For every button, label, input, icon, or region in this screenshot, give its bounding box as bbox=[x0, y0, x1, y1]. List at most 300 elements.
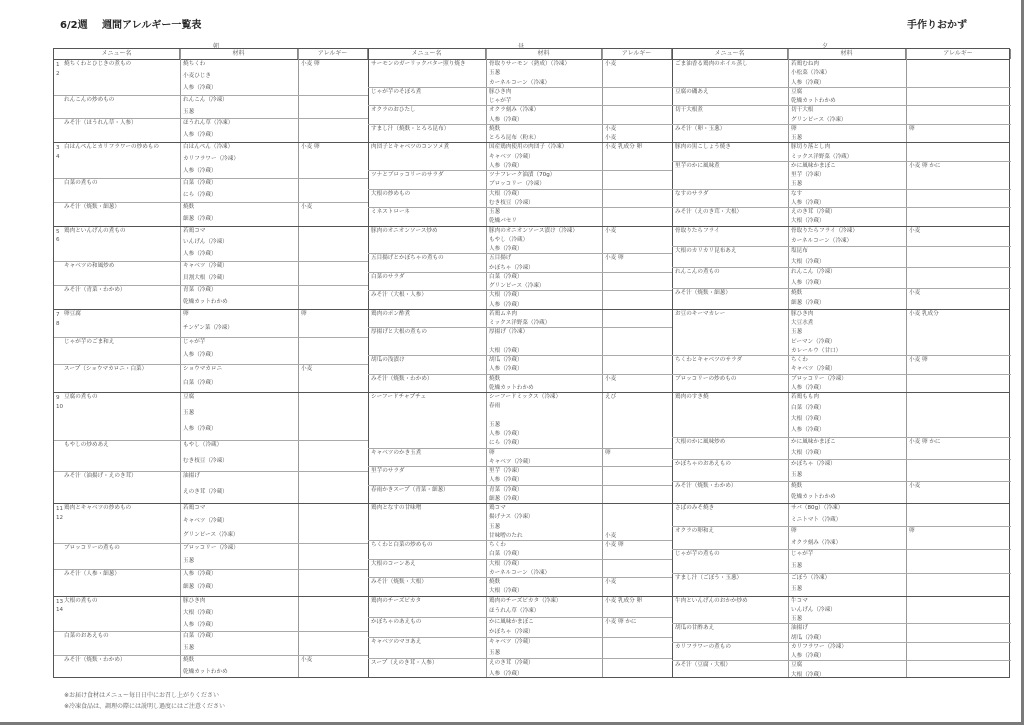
material-item: ちくわ bbox=[489, 542, 506, 549]
allergy-item: 小麦 bbox=[605, 375, 617, 382]
page-title: 週間アレルギー一覧表 bbox=[102, 20, 202, 31]
menu-name: れんこんの炒めもの bbox=[64, 96, 115, 103]
material-item: ミックス洋野菜（冷蔵） bbox=[791, 153, 853, 160]
material-item: 玉葱 bbox=[791, 586, 803, 593]
menu-name: ちくわと白菜の炒めもの bbox=[371, 542, 433, 549]
material-item: 玉葱 bbox=[489, 209, 501, 216]
material-item: サバ（80g）（冷凍） bbox=[791, 505, 844, 512]
material-item: 細葱（冷蔵） bbox=[489, 495, 523, 502]
material-item: れんこん（冷凍） bbox=[183, 96, 228, 103]
material-item: チンゲン菜（冷凍） bbox=[183, 324, 233, 331]
material-item: 里芋（冷凍） bbox=[791, 172, 825, 179]
material-item: 骨取りたらフライ（冷凍） bbox=[791, 227, 858, 234]
allergy-item: えび bbox=[605, 394, 617, 401]
material-item: にら（冷蔵） bbox=[489, 440, 523, 447]
material-item: 白菜（冷蔵） bbox=[489, 551, 523, 558]
material-item: 乾燥カットわかめ bbox=[183, 669, 228, 676]
allergy-item: 小麦 bbox=[605, 227, 617, 234]
material-item: 玉葱 bbox=[183, 645, 195, 652]
material-item: 青菜（冷蔵） bbox=[183, 287, 217, 294]
menu-name: みそ汁（焼麩・細葱） bbox=[64, 203, 120, 210]
material-item: 人参（冷蔵） bbox=[791, 79, 825, 86]
material-item: いんげん（冷凍） bbox=[791, 606, 836, 613]
menu-name: じゃが芋のそぼろ煮 bbox=[371, 88, 422, 95]
material-item: 乾燥カットわかめ bbox=[791, 98, 836, 104]
material-item: 人参（冷蔵） bbox=[791, 384, 825, 391]
material-item: えのき茸（冷蔵） bbox=[183, 489, 228, 496]
menu-name: かぼちゃのおあえもの bbox=[675, 460, 731, 467]
material-item: 人参（冷蔵） bbox=[489, 366, 523, 373]
menu-name: キャベツのマヨあえ bbox=[371, 639, 422, 646]
material-item: ツナフレーク油漬（70g） bbox=[489, 172, 556, 179]
allergy-item: 小麦 bbox=[301, 657, 313, 664]
material-item: 人参（冷蔵） bbox=[183, 168, 217, 175]
material-item: 大根（冷蔵） bbox=[791, 258, 825, 265]
material-item: 若鶏もも肉 bbox=[791, 394, 819, 401]
menu-name: 鶏肉といんげんの煮もの bbox=[64, 227, 126, 234]
menu-name: オクラのおひたし bbox=[371, 107, 416, 114]
menu-name: 里芋のかに風味煮 bbox=[675, 162, 720, 169]
material-item: キャベツ（冷蔵） bbox=[791, 366, 836, 373]
menu-name: 五目揚げとかぼちゃの煮もの bbox=[371, 255, 444, 262]
material-item: 玉葱 bbox=[489, 523, 501, 530]
material-item: 細葱（冷蔵） bbox=[791, 300, 825, 307]
material-item: 白菜（冷蔵） bbox=[489, 273, 523, 280]
material-item: 貝割大根（冷蔵） bbox=[183, 275, 228, 282]
material-item: 玉葱 bbox=[791, 471, 803, 478]
allergy-item: 小麦 卵 かに bbox=[605, 618, 637, 625]
material-item: 焼麩 bbox=[183, 657, 195, 664]
material-item: 豚ひき肉 bbox=[183, 597, 206, 604]
menu-name: サーモンのガーリックバター照り焼き bbox=[371, 61, 466, 67]
allergy-table bbox=[53, 48, 1010, 678]
day-marker: 9 10 bbox=[56, 395, 64, 410]
material-item: 小松菜（冷凍） bbox=[791, 70, 831, 77]
material-item: 人参（冷蔵） bbox=[791, 653, 825, 660]
material-item: じゃが芋 bbox=[489, 98, 512, 104]
menu-name: 鶏肉のポン酢煮 bbox=[371, 310, 411, 317]
menu-name: みそ汁（焼麩・細葱） bbox=[675, 290, 731, 297]
material-item: 人参（冷蔵） bbox=[183, 425, 217, 432]
menu-name: みそ汁（油揚げ・えのき茸） bbox=[64, 473, 137, 480]
material-item: 焼麩 bbox=[791, 290, 803, 297]
column-header: 材料 bbox=[486, 49, 602, 59]
menu-name: みそ汁（ほうれん草・人参） bbox=[64, 120, 137, 127]
allergy-item: 小麦 bbox=[909, 482, 921, 489]
material-item: 人参（冷蔵） bbox=[183, 84, 217, 91]
material-item: かぼちゃ（冷凍） bbox=[791, 460, 836, 467]
allergy-item: 卵 bbox=[909, 528, 915, 535]
menu-name: 胡瓜の甘酢あえ bbox=[675, 625, 715, 632]
material-item: 細葱（冷蔵） bbox=[183, 584, 217, 591]
menu-name: 大根の炒めもの bbox=[371, 190, 411, 197]
material-item: 焼麩 bbox=[791, 482, 803, 489]
allergy-item: 小麦 卵 bbox=[301, 61, 320, 67]
meal-lunch: 昼 bbox=[518, 43, 525, 50]
material-item: グリンピース（冷凍） bbox=[791, 116, 847, 123]
material-item: ブロッコリー（冷凍） bbox=[489, 181, 545, 188]
material-item: 人参（冷蔵） bbox=[183, 621, 217, 628]
material-item: ほうれん草（冷凍） bbox=[489, 608, 540, 615]
material-item: 白菜（冷蔵） bbox=[183, 633, 217, 640]
material-item: 白菜（冷蔵） bbox=[183, 179, 217, 186]
menu-name: 大根の煮もの bbox=[64, 597, 98, 604]
material-item: もやし（冷蔵） bbox=[183, 441, 223, 448]
menu-name: 肉団子とキャベツのコンソメ煮 bbox=[371, 144, 450, 151]
menu-name: キャベツの和風炒め bbox=[64, 263, 115, 270]
material-item: じゃが芋 bbox=[791, 551, 814, 558]
menu-name: 厚揚げと大根の煮もの bbox=[371, 329, 427, 336]
menu-name: 切干大根煮 bbox=[675, 107, 703, 114]
material-item: 乾燥カットわかめ bbox=[791, 494, 836, 501]
material-item: かぼちゃ（冷凍） bbox=[489, 628, 534, 635]
material-item: ほうれん草（冷凍） bbox=[183, 120, 234, 127]
day-marker: 13 14 bbox=[56, 598, 64, 614]
material-item: 豚肉のオニオンソース漬け（冷凍） bbox=[489, 227, 578, 234]
material-item: 小麦ひじき bbox=[183, 72, 211, 79]
allergy-item: 卵 bbox=[909, 125, 915, 132]
material-item: 乾燥カットわかめ bbox=[489, 384, 534, 391]
material-item: 卵 bbox=[791, 125, 797, 132]
column-header: アレルギー bbox=[602, 49, 672, 59]
column-header: 材料 bbox=[180, 49, 298, 59]
day-marker: 7 8 bbox=[56, 311, 60, 327]
allergy-item: 小麦 bbox=[909, 227, 921, 234]
menu-name: 豆腐の煮もの bbox=[64, 394, 98, 401]
column-header: アレルギー bbox=[906, 49, 1011, 59]
allergy-item: 小麦 乳成分 bbox=[909, 310, 939, 317]
menu-name: ミネストローネ bbox=[371, 209, 410, 216]
menu-name: みそ汁（焼麩・わかめ） bbox=[675, 482, 737, 489]
material-item: 大根（冷蔵） bbox=[489, 190, 523, 197]
material-item: 豆腐 bbox=[791, 88, 803, 95]
menu-name: 白菜の煮もの bbox=[64, 179, 98, 186]
footer-note-2: ※冷凍食品は、調理の際には説明し過度にはご注意ください bbox=[64, 703, 226, 710]
menu-name: みそ汁（焼麩・わかめ） bbox=[64, 657, 126, 664]
material-item: 玉葱 bbox=[489, 70, 501, 77]
material-item: 大根（冷蔵） bbox=[489, 347, 523, 354]
material-item: 里芋（冷凍） bbox=[489, 468, 523, 475]
material-item: 玉葱 bbox=[791, 563, 803, 569]
day-marker: 3 4 bbox=[56, 145, 60, 160]
material-item: 玉葱 bbox=[489, 421, 501, 428]
allergy-item: 小麦 bbox=[605, 125, 617, 132]
menu-name: ツナとブロッコリーのサラダ bbox=[371, 172, 444, 179]
material-item: 玉葱 bbox=[183, 558, 195, 565]
menu-name: 牛肉といんげんのおかか炒め bbox=[675, 597, 748, 604]
day-marker: 5 6 bbox=[56, 228, 60, 244]
menu-name: みそ汁（豆腐・大根） bbox=[675, 662, 731, 669]
menu-name: お豆のキーマカレー bbox=[675, 310, 726, 317]
allergy-item: 小麦 卵 かに bbox=[909, 438, 941, 445]
material-item: 玉葱 bbox=[183, 108, 195, 115]
material-item: 油揚げ bbox=[183, 473, 200, 480]
allergy-item: 小麦 乳成分 卵 bbox=[605, 144, 643, 151]
material-item: 人参（冷蔵） bbox=[183, 571, 217, 578]
menu-name: 春雨かきスープ（青菜・細葱） bbox=[371, 486, 449, 493]
material-item: 人参（冷蔵） bbox=[791, 427, 825, 434]
material-item: 玉葱 bbox=[791, 181, 803, 188]
material-item: 白菜（冷蔵） bbox=[791, 405, 825, 412]
material-item: 鶏肉のチーズピカタ（冷凍） bbox=[489, 597, 562, 604]
menu-name: みそ汁（大根・人参） bbox=[371, 292, 427, 299]
menu-name: みそ汁（えのき茸・大根） bbox=[675, 209, 743, 216]
menu-name: じゃが芋の煮もの bbox=[675, 551, 720, 558]
material-item: 白はんぺん（冷凍） bbox=[183, 144, 234, 151]
material-item: 厚揚げ（冷凍） bbox=[489, 329, 529, 336]
menu-name: 白はんぺんとカリフラワーの炒めもの bbox=[64, 144, 159, 151]
material-item: シーフードミックス（冷凍） bbox=[489, 394, 562, 401]
material-item: 切干大根 bbox=[791, 107, 814, 114]
material-item: 牛コマ bbox=[791, 597, 808, 604]
material-item: 玉葱 bbox=[791, 135, 803, 142]
allergy-item: 小麦 bbox=[605, 532, 617, 539]
material-item: 乾燥パセリ bbox=[489, 218, 517, 225]
menu-name: かぼちゃのあえもの bbox=[371, 618, 422, 625]
material-item: 人参（冷蔵） bbox=[489, 301, 523, 308]
material-item: 人参（冷蔵） bbox=[183, 352, 217, 359]
material-item: かぼちゃ（冷凍） bbox=[489, 264, 534, 271]
allergy-item: 卵 bbox=[301, 310, 307, 317]
material-item: ブロッコリー（冷凍） bbox=[791, 375, 847, 382]
material-item: 鶏コマ bbox=[489, 505, 506, 512]
menu-name: すまし汁（ごぼう・玉葱） bbox=[675, 574, 743, 581]
material-item: ミニトマト（冷蔵） bbox=[791, 516, 842, 523]
menu-name: ごま油香る鶏肉のホイル蒸し bbox=[675, 61, 748, 67]
material-item: 豚ひき肉 bbox=[791, 310, 814, 317]
day-marker: 1 2 bbox=[56, 62, 60, 77]
material-item: とろろ昆布（粉末） bbox=[489, 135, 540, 142]
material-item: えのき茸（冷蔵） bbox=[791, 209, 836, 216]
material-item: 大根（冷蔵） bbox=[183, 609, 217, 616]
allergy-item: 卵 bbox=[605, 449, 611, 456]
material-item: にら（冷蔵） bbox=[183, 191, 217, 198]
material-item: 焼麩 bbox=[489, 375, 501, 382]
menu-name: もやしの炒めあえ bbox=[64, 441, 109, 448]
menu-name: みそ汁（焼麩・大根） bbox=[371, 579, 427, 586]
material-item: 豆腐 bbox=[183, 394, 195, 401]
material-item: ごぼう（冷凍） bbox=[791, 574, 831, 581]
meal-dinner: 夕 bbox=[822, 43, 829, 50]
material-item: 人参（冷蔵） bbox=[489, 162, 523, 169]
material-item: 焼麩 bbox=[489, 125, 501, 132]
material-item: 大根（冷蔵） bbox=[489, 588, 523, 595]
material-item: カレールウ（甘口） bbox=[791, 347, 842, 354]
material-item: 豚ひき肉 bbox=[489, 88, 512, 95]
menu-name: キャベツのかき玉煮 bbox=[371, 449, 422, 456]
allergy-item: 小麦 卵 かに bbox=[909, 162, 941, 169]
material-item: 細葱（冷蔵） bbox=[183, 215, 217, 222]
material-item: 人参（冷蔵） bbox=[183, 251, 217, 258]
menu-name: 豚肉のオニオンソース炒め bbox=[371, 227, 438, 234]
material-item: 人参（冷蔵） bbox=[183, 132, 217, 139]
material-item: むき枝豆（冷凍） bbox=[183, 457, 228, 464]
column-header: メニュー名 bbox=[672, 49, 788, 59]
material-item: 豚切り落とし肉 bbox=[791, 144, 831, 151]
material-item: 人参（冷蔵） bbox=[791, 279, 825, 286]
material-item: キャベツ（冷蔵） bbox=[489, 458, 534, 465]
menu-name: カリフラワーの煮もの bbox=[675, 643, 731, 650]
menu-name: 里芋のサラダ bbox=[371, 468, 405, 475]
material-item: もやし（冷蔵） bbox=[489, 236, 529, 243]
week-date: 6/2週 bbox=[60, 20, 88, 31]
menu-name: 胡瓜の浅漬け bbox=[371, 357, 405, 364]
allergy-item: 小麦 bbox=[605, 579, 617, 586]
material-item: ショウマカロニ bbox=[183, 366, 223, 373]
menu-name: れんこんの煮もの bbox=[675, 269, 720, 276]
material-item: キャベツ（冷蔵） bbox=[489, 153, 534, 160]
material-item: カリフラワー（冷凍） bbox=[183, 156, 239, 163]
material-item: 若鶏ムネ肉 bbox=[489, 310, 517, 317]
allergy-item: 小麦 bbox=[605, 135, 617, 142]
material-item: キャベツ（冷蔵） bbox=[183, 518, 228, 525]
material-item: 大根（冷蔵） bbox=[489, 560, 523, 567]
material-item: 人参（冷蔵） bbox=[489, 477, 523, 484]
material-item: 五目揚げ bbox=[489, 255, 512, 262]
menu-name: 焼ちくわとひじきの煮もの bbox=[64, 61, 132, 67]
menu-name: スープ（えのき茸・人参） bbox=[371, 660, 438, 667]
menu-name: スープ（ショウマカロニ・白菜） bbox=[64, 366, 148, 373]
material-item: カーネルコーン（冷凍） bbox=[489, 569, 551, 576]
menu-name: 大根のカリカリ昆布あえ bbox=[675, 248, 737, 255]
menu-name: 大根のかに風味炒め bbox=[675, 438, 726, 445]
menu-name: 鶏肉とキャベツの炒めもの bbox=[64, 505, 132, 512]
column-header: メニュー名 bbox=[54, 49, 180, 59]
material-item: カリフラワー（冷凍） bbox=[791, 643, 847, 650]
material-item: 人参（冷蔵） bbox=[791, 199, 825, 206]
day-marker: 11 12 bbox=[56, 506, 64, 521]
material-item: 若鶏コマ bbox=[183, 505, 206, 512]
material-item: 人参（冷蔵） bbox=[489, 246, 523, 253]
allergy-item: 小麦 卵 bbox=[909, 357, 928, 364]
material-item: なす bbox=[791, 190, 803, 197]
menu-name: 大根のコーンあえ bbox=[371, 560, 416, 567]
material-item: じゃが芋 bbox=[183, 338, 206, 345]
material-item: グリンピース（冷凍） bbox=[183, 531, 239, 538]
allergy-item: 小麦 卵 bbox=[605, 542, 624, 549]
menu-name: 鶏肉となすの甘味噌 bbox=[371, 505, 422, 512]
material-item: 焼麩 bbox=[489, 579, 501, 586]
material-item: 揚げナス（冷凍） bbox=[489, 514, 534, 521]
material-item: 乾燥カットわかめ bbox=[183, 298, 228, 305]
menu-name: ブロッコリーの煮もの bbox=[64, 544, 120, 551]
material-item: ピーマン（冷蔵） bbox=[791, 338, 836, 345]
menu-name: 白菜のサラダ bbox=[371, 273, 405, 280]
material-item: 胡瓜（冷蔵） bbox=[489, 357, 523, 364]
menu-name: みそ汁（焼麩・わかめ） bbox=[371, 375, 433, 382]
material-item: 若鶏むね肉 bbox=[791, 61, 819, 67]
material-item: オクラ刻み（冷凍） bbox=[489, 107, 540, 114]
material-item: れんこん（冷凍） bbox=[791, 269, 836, 276]
material-item: 胡瓜（冷蔵） bbox=[791, 634, 825, 641]
material-item: 玉葱 bbox=[791, 329, 803, 336]
material-item: かに風味かまぼこ bbox=[791, 162, 836, 169]
menu-name: 豆腐の磯あえ bbox=[675, 88, 709, 95]
column-header: アレルギー bbox=[298, 49, 368, 59]
material-item: 玉葱 bbox=[489, 649, 501, 656]
material-item: 若鶏コマ bbox=[183, 227, 206, 234]
material-item: カーネルコーン（冷凍） bbox=[489, 79, 551, 86]
material-item: 塩昆布 bbox=[791, 248, 808, 255]
menu-name: 豚肉の黒こしょう焼き bbox=[675, 144, 731, 151]
material-item: 人参（冷蔵） bbox=[489, 670, 523, 677]
material-item: ブロッコリー（冷凍） bbox=[183, 544, 239, 551]
material-item: 骨取りサーモン（熟成）（冷凍） bbox=[489, 61, 571, 67]
material-item: 焼麩 bbox=[183, 203, 195, 210]
menu-name: 卵豆腐 bbox=[64, 310, 81, 317]
allergy-item: 小麦 卵 bbox=[301, 144, 320, 151]
material-item: 焼ちくわ bbox=[183, 61, 206, 67]
material-item: ミックス洋野菜（冷蔵） bbox=[489, 320, 551, 327]
material-item: 玉葱 bbox=[791, 616, 803, 623]
menu-name: ブロッコリーの炒めもの bbox=[675, 375, 737, 382]
material-item: 春雨 bbox=[489, 403, 501, 410]
menu-name: みそ汁（人参・細葱） bbox=[64, 571, 120, 578]
material-item: 卵 bbox=[183, 310, 189, 317]
material-item: 青菜（冷蔵） bbox=[489, 486, 523, 493]
allergy-item: 小麦 乳成分 卵 bbox=[605, 597, 643, 604]
material-item: 国産鶏肉使用の肉団子（冷凍） bbox=[489, 144, 568, 151]
material-item: えのき茸（冷蔵） bbox=[489, 660, 534, 667]
menu-name: なすのサラダ bbox=[675, 190, 709, 197]
menu-name: ちくわとキャベツのサラダ bbox=[675, 357, 743, 364]
menu-name: 骨取りたらフライ bbox=[675, 227, 720, 234]
material-item: 大根（冷蔵） bbox=[489, 292, 523, 299]
footer-note-1: ※お届け食材はメニュー毎日日中にお召し上がりください bbox=[64, 692, 220, 699]
material-item: 豆腐 bbox=[791, 662, 803, 669]
material-item: 大根（冷蔵） bbox=[791, 449, 825, 456]
allergy-item: 小麦 bbox=[605, 61, 617, 67]
column-header: 材料 bbox=[788, 49, 906, 59]
menu-name: みそ汁（青菜・わかめ） bbox=[64, 287, 126, 294]
allergy-item: 小麦 bbox=[301, 366, 313, 373]
meal-breakfast: 朝 bbox=[213, 43, 220, 50]
material-item: 大根（冷蔵） bbox=[791, 416, 825, 423]
material-item: むき枝豆（冷凍） bbox=[489, 199, 534, 206]
material-item: ちくわ bbox=[791, 357, 808, 364]
menu-name: さばのみそ焼き bbox=[675, 505, 715, 512]
menu-name: オクラの卵和え bbox=[675, 528, 715, 535]
material-item: 大根（冷蔵） bbox=[791, 218, 825, 225]
material-item: いんげん（冷凍） bbox=[183, 239, 228, 246]
material-item: 人参（冷蔵） bbox=[489, 116, 523, 123]
category-label: 手作りおかず bbox=[907, 20, 967, 31]
material-item: 玉葱 bbox=[183, 409, 195, 416]
material-item: オクラ刻み（冷凍） bbox=[791, 539, 842, 546]
material-item: 白菜（冷蔵） bbox=[183, 380, 217, 387]
menu-name: 鶏肉のすき焼 bbox=[675, 394, 709, 401]
material-item: グリンピース（冷凍） bbox=[489, 283, 545, 290]
material-item: 卵 bbox=[489, 449, 495, 456]
material-item: 大根（冷蔵） bbox=[791, 671, 825, 678]
menu-name: じゃが芋のごま和え bbox=[64, 338, 115, 345]
menu-name: 鶏肉のチーズピカタ bbox=[371, 597, 422, 604]
menu-name: 白菜のおあえもの bbox=[64, 633, 109, 640]
material-item: かに風味かまぼこ bbox=[489, 618, 534, 625]
allergy-item: 小麦 bbox=[909, 290, 921, 297]
material-item: 油揚げ bbox=[791, 625, 808, 632]
column-header: メニュー名 bbox=[368, 49, 486, 59]
allergy-item: 小麦 卵 bbox=[605, 255, 624, 262]
material-item: 人参（冷蔵） bbox=[489, 431, 523, 438]
material-item: 甘味噌のたれ bbox=[489, 532, 523, 539]
material-item: かに風味かまぼこ bbox=[791, 438, 836, 445]
menu-name: すまし汁（焼麩・とろろ昆布） bbox=[371, 125, 450, 132]
material-item: キャベツ（冷蔵） bbox=[489, 639, 534, 646]
material-item: カーネルコーン（冷凍） bbox=[791, 237, 853, 244]
menu-name: みそ汁（卵・玉葱） bbox=[675, 125, 726, 132]
material-item: 大豆水煮 bbox=[791, 320, 814, 327]
